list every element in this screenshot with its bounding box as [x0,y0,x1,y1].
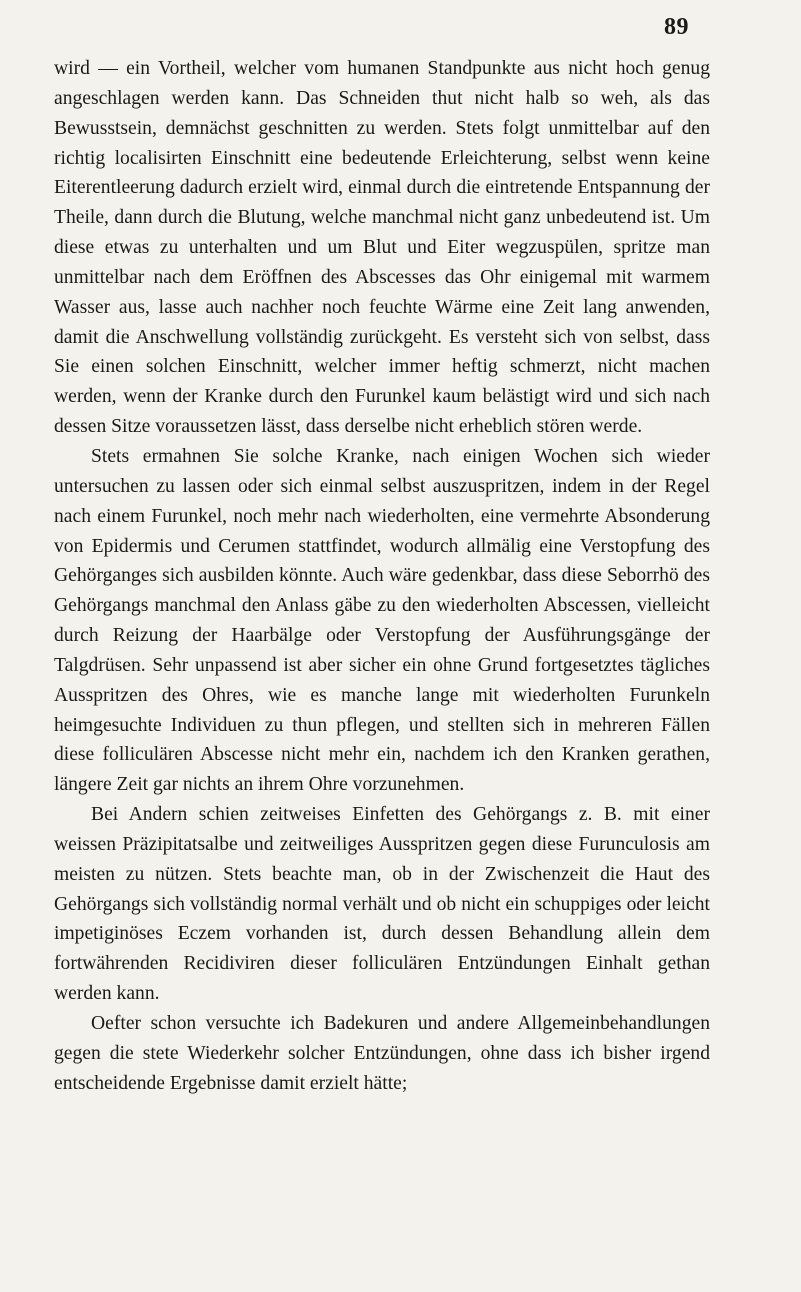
paragraph: Oefter schon versuchte ich Badekuren und andere Allgemeinbehandlungen gegen die stete Wiederkehr solcher Entzündungen, ohne dass ich bisher irgend entscheidende Ergebnisse damit erzielt hätte; [54,1013,710,1094]
paragraph: Stets ermahnen Sie solche Kranke, nach einigen Wochen sich wieder untersuchen zu lassen oder sich einmal selbst auszuspritzen, indem in der Regel nach einem Furunkel, noch mehr nach wiederholten, eine vermehrte Absonderung von Epidermis und Cerumen stattfindet, wodurch allmälig eine Verstopfung des Gehörganges sich ausbilden könnte. Auch wäre gedenkbar, dass diese Seborrhö des Gehörgangs manchmal den Anlass gäbe zu den wiederholten Abscessen, vielleicht durch Reizung der Haarbälge oder Verstopfung der Ausführungsgänge der Talgdrüsen. Sehr unpassend ist aber sicher ein ohne Grund fortgesetztes tägliches Ausspritzen des Ohres, wie es manche lange mit wiederholten Furunkeln heimgesuchte Individuen zu thun pflegen, und stellten sich in mehreren Fällen diese folliculären Abscesse nicht mehr ein, nachdem ich den Kranken gerathen, längere Zeit gar nichts an ihrem Ohre vorzunehmen. [54,445,710,796]
body-text [54,54,710,1099]
paragraph-continued: wird — ein Vortheil, welcher vom humanen Standpunkte aus nicht hoch genug angeschlagen werden kann. Das Schneiden thut nicht halb so weh, als das Bewusstsein, demnächst geschnitten zu werden. Stets folgt unmittelbar auf den richtig localisirten Einschnitt eine bedeutende Erleichterung, selbst wenn keine Eiterentleerung dadurch erzielt wird, einmal durch die eintretende Entspannung der Theile, dann durch die Blutung, welche manchmal nicht ganz unbedeutend ist. Um diese etwas zu unterhalten und um Blut und Eiter wegzuspülen, spritze man unmittelbar nach dem Eröffnen des Abscesses das Ohr einigemal mit warmem Wasser aus, lasse auch nachher noch feuchte Wärme eine Zeit lang anwenden, damit die Anschwellung vollständig zurückgeht. Es versteht sich von selbst, dass Sie einen solchen Einschnitt, welcher immer heftig schmerzt, nicht machen werden, wenn der Kranke durch den Furunkel kaum belästigt wird und sich nach dessen Sitze voraussetzen lässt, dass derselbe nicht erheblich stören werde. [54,58,710,438]
paragraph: Bei Andern schien zeitweises Einfetten des Gehörgangs z. B. mit einer weissen Präzipitatsalbe und zeitweiliges Ausspritzen gegen diese Furunculosis am meisten zu nützen. Stets beachte man, ob in der Zwischenzeit die Haut des Gehörgangs sich vollständig normal verhält und ob nicht ein schuppiges oder leicht impetiginöses Eczem vorhanden ist, durch dessen Behandlung allein dem fortwährenden Recidiviren dieser folliculären Entzündungen Einhalt gethan werden kann. [54,804,710,1005]
page-number: 89 [664,14,689,40]
